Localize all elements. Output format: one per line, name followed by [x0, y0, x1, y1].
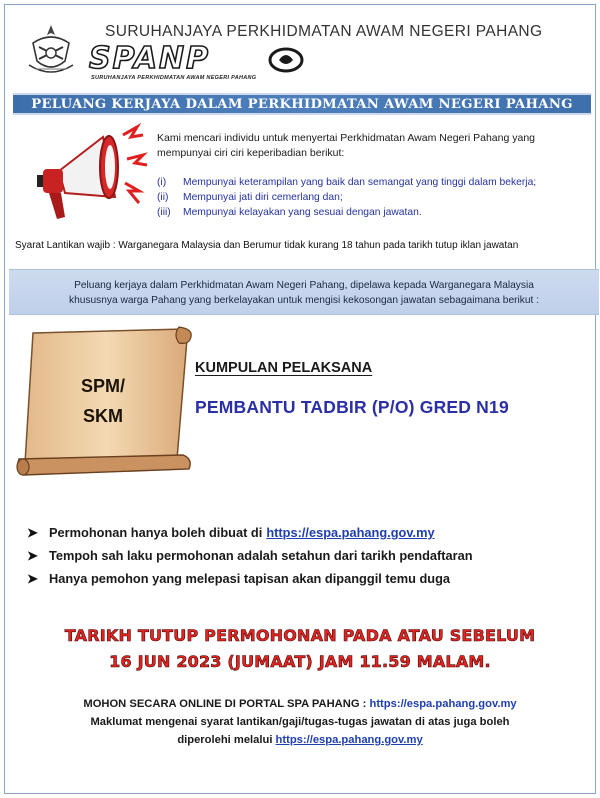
footer-line — [5, 731, 595, 749]
qualification-line: SKM — [83, 406, 123, 426]
criteria-item — [157, 175, 597, 190]
portal-link[interactable]: https://espa.pahang.gov.my — [266, 525, 435, 540]
arrow-bullet-icon: ➤ — [27, 524, 38, 540]
note-text: Hanya pemohon yang melepasi tapisan akan dipanggil temu duga — [49, 571, 451, 586]
invitation-band — [9, 269, 599, 315]
notes-list — [27, 521, 587, 590]
invitation-line: khususnya warga Pahang yang berkelayakan untuk mengisi kekosongan jawatan sebagaimana berikut : — [68, 295, 540, 306]
criteria-text: Mempunyai keterampilan yang baik dan semangat yang tinggi dalam bekerja; — [183, 177, 537, 188]
brand-subtitle: SURUHANJAYA PERKHIDMATAN AWAM NEGERI PAHANG — [91, 75, 257, 81]
intro-text: Kami mencari individu untuk menyertai Perkhidmatan Awam Negeri Pahang yang mempunyai ciri ciri keperibadian berikut: — [157, 132, 536, 159]
footer-line: Maklumat mengenai syarat lantikan/gaji/tugas-tugas jawatan di atas juga boleh — [90, 716, 510, 728]
note-text: Tempoh sah laku permohonan adalah setahun dari tarikh pendaftaran — [49, 548, 473, 563]
invitation-line: Peluang kerjaya dalam Perkhidmatan Awam Negeri Pahang, dipelawa kepada Warganegara Malaysia — [74, 280, 534, 291]
invitation-text — [19, 278, 589, 308]
qualification-label — [57, 371, 149, 431]
qualification-line: SPM/ — [80, 376, 125, 396]
criteria-number: (ii) — [157, 192, 169, 204]
mandatory-requirement: Syarat Lantikan wajib : Warganegara Malaysia dan Berumur tidak kurang 18 tahun pada tarikh tutup iklan jawatan — [15, 240, 519, 251]
closing-date-notice — [5, 623, 595, 675]
criteria-text: Mempunyai kelayakan yang sesuai dengan jawatan. — [183, 207, 422, 219]
footer-portal-link[interactable]: https://espa.pahang.gov.my — [369, 698, 517, 710]
note-item — [27, 567, 587, 590]
footer-info — [5, 695, 595, 749]
criteria-number: (i) — [157, 177, 167, 188]
position-title: PEMBANTU TADBIR (P/O) GRED N19 — [195, 397, 509, 417]
closing-date-line: TARIKH TUTUP PERMOHONAN PADA ATAU SEBELUM — [64, 626, 536, 645]
title-band-text: PELUANG KERJAYA DALAM PERKHIDMATAN AWAM NEGERI PAHANG — [31, 97, 573, 112]
title-band — [13, 93, 591, 115]
footer-text: diperolehi melalui — [177, 734, 273, 746]
criteria-item — [157, 205, 597, 220]
note-item — [27, 544, 587, 567]
brand-wordmark: SPANP — [89, 41, 211, 76]
service-group: KUMPULAN PELAKSANA — [195, 360, 373, 376]
note-item — [27, 521, 587, 544]
state-crest-icon — [25, 21, 77, 81]
footer-text: MOHON SECARA ONLINE DI PORTAL SPA PAHANG : — [83, 698, 367, 710]
poster — [4, 4, 596, 794]
brand-emblem-icon — [267, 46, 305, 74]
footer-line — [5, 695, 595, 713]
arrow-bullet-icon: ➤ — [27, 570, 38, 586]
arrow-bullet-icon: ➤ — [27, 547, 38, 563]
closing-date-line: 16 JUN 2023 (JUMAAT) JAM 11.59 MALAM. — [109, 652, 491, 671]
note-text: Permohonan hanya boleh dibuat di — [49, 525, 263, 540]
criteria-number: (iii) — [157, 207, 171, 219]
organisation-name: SURUHANJAYA PERKHIDMATAN AWAM NEGERI PAHANG — [105, 23, 543, 40]
criteria-list — [157, 175, 597, 221]
criteria-text: Mempunyai jati diri cemerlang dan; — [183, 192, 343, 204]
footer-info-link[interactable]: https://espa.pahang.gov.my — [275, 734, 423, 746]
criteria-item — [157, 190, 597, 205]
megaphone-icon — [19, 123, 149, 223]
